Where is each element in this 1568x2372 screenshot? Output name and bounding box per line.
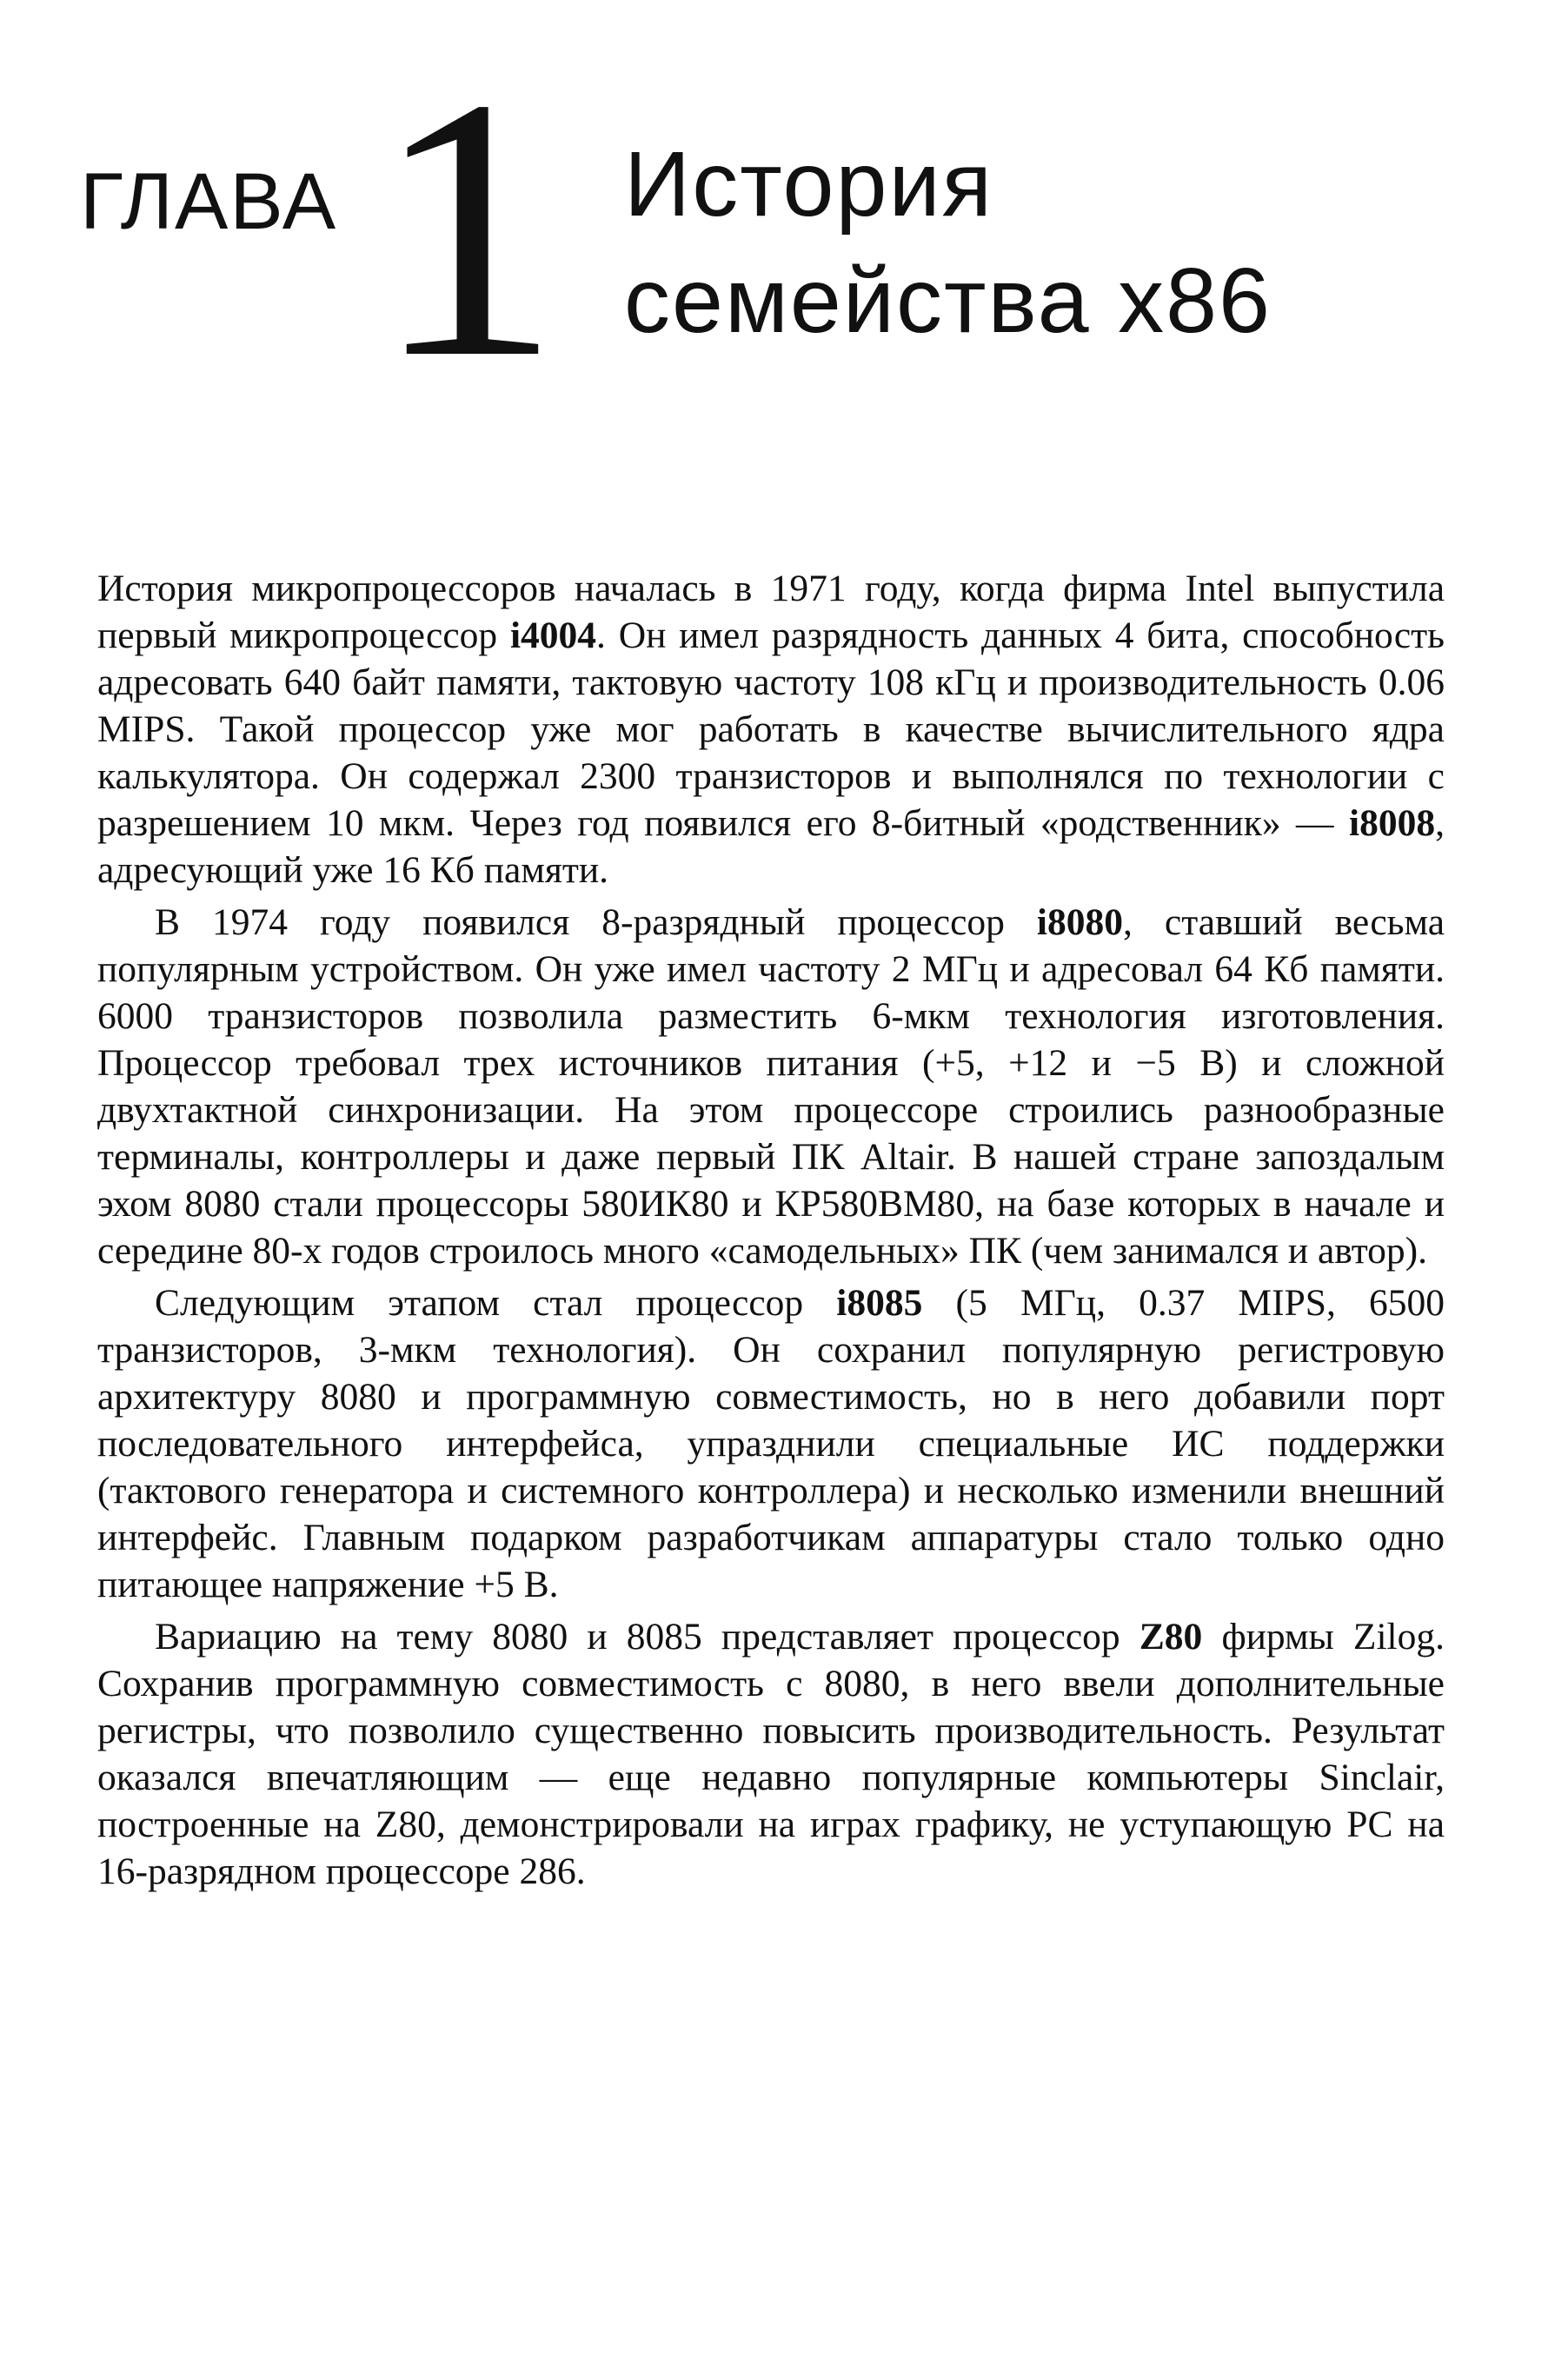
paragraph bbox=[97, 1279, 1445, 1608]
paragraph bbox=[97, 1613, 1445, 1895]
processor-name: i4004 bbox=[509, 615, 597, 656]
paragraph-text: . Он имел разрядность данных 4 бита, способность адресовать 640 байт памяти, тактовую частоту 108 кГц и производительность 0.06 MIPS. Такой процессор уже мог работать в качестве вычислительного ядра калькулятора. Он содержал 2300 транзисторов и выполнялся по технологии с разрешением 10 мкм. Через год появился его 8-битный «родственник» — bbox=[97, 615, 1445, 844]
processor-name: Z80 bbox=[1139, 1616, 1203, 1658]
chapter-title-line2: семейства x86 bbox=[624, 249, 1272, 352]
paragraph-text: В 1974 году появился 8-разрядный процессор bbox=[155, 901, 1037, 943]
chapter-number: 1 bbox=[374, 22, 561, 435]
paragraph-text: , ставший весьма популярным устройством. Он уже имел частоту 2 МГц и адресовал 64 Кб памяти. 6000 транзисторов позволила разместить 6-мкм технология изготовления. Процессор требовал трех источников питания (+5, +12 и −5 В) и сложной двухтактной синхронизации. На этом процессоре строились разнообразные терминалы, контроллеры и даже первый ПК Altair. В нашей стране запоздалым эхом 8080 стали процессоры 580ИК80 и КР580ВМ80, на базе которых в начале и середине 80-х годов строилось много «самодельных» ПК (чем занимался и автор). bbox=[97, 901, 1445, 1272]
processor-name: i8085 bbox=[836, 1282, 923, 1324]
chapter-label: ГЛАВА bbox=[80, 157, 338, 246]
paragraph-text: Следующим этапом стал процессор bbox=[155, 1282, 837, 1324]
paragraph-text: Вариацию на тему 8080 и 8085 представляет процессор bbox=[155, 1616, 1139, 1658]
body-text bbox=[97, 565, 1445, 1900]
paragraph bbox=[97, 899, 1445, 1274]
processor-name: i8080 bbox=[1036, 901, 1124, 943]
chapter-title bbox=[624, 126, 1272, 359]
processor-name: i8008 bbox=[1349, 802, 1436, 844]
paragraph-text: История микропроцессоров началась в 1971 году, когда фирма Intel выпустила первый микропроцессор bbox=[97, 568, 1445, 656]
paragraph-text: (5 МГц, 0.37 MIPS, 6500 транзисторов, 3-мкм технология). Он сохранил популярную регистровую архитектуру 8080 и программную совместимость, но в него добавили порт последовательного интерфейса, упразднили специальные ИС поддержки (тактового генератора и системного контроллера) и несколько изменили внешний интерфейс. Главным подарком разработчикам аппаратуры стало только одно питающее напряжение +5 В. bbox=[97, 1282, 1445, 1605]
paragraph-text: , адресующий уже 16 Кб памяти. bbox=[97, 802, 1445, 891]
chapter-title-line1: История bbox=[624, 133, 994, 236]
paragraph bbox=[97, 565, 1445, 894]
paragraph-text: фирмы Zilog. Сохранив программную совместимость с 8080, в него ввели дополнительные регистры, что позволило существенно повысить производительность. Результат оказался впечатляющим — еще недавно популярные компьютеры Sinclair, построенные на Z80, демонстрировали на играх графику, не уступающую PC на 16-разрядном процессоре 286. bbox=[97, 1616, 1445, 1892]
